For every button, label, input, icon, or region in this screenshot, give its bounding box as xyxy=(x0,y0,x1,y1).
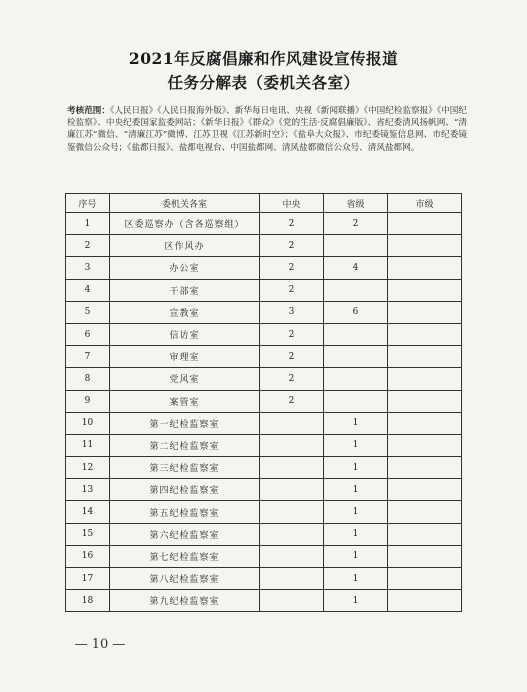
table-row xyxy=(66,501,462,523)
cell-index: 5 xyxy=(66,301,110,323)
cell-index: 11 xyxy=(66,434,110,456)
cell-municipal xyxy=(388,523,462,545)
cell-central: 2 xyxy=(260,323,324,345)
cell-municipal xyxy=(388,434,462,456)
cell-municipal xyxy=(388,412,462,434)
header-municipal: 市级 xyxy=(388,194,462,213)
table-row xyxy=(66,235,462,257)
cell-department: 第六纪检监察室 xyxy=(110,523,260,545)
scope-text: 《人民日报》《人民日报海外版》、新华每日电讯、央视《新闻联播》《中国纪检监察报》《中国纪检监察》、中央纪委国家监委网站；《新华日报》《群众》《党的生活·反腐倡廉版》、省纪委清风扬帆网、“清廉江苏”微信、“清廉江苏”微博、江苏卫视《江苏新时空》；《盐阜大众报》、市纪委镜鉴信息网、市纪委镜鉴微信公众号；《盐都日报》、盐都电视台、中国盐都网、清风盐都微信公众号、清风盐都网。 xyxy=(67,106,467,153)
cell-provincial: 6 xyxy=(324,301,388,323)
cell-index: 14 xyxy=(66,501,110,523)
cell-department: 信访室 xyxy=(110,323,260,345)
cell-municipal xyxy=(388,323,462,345)
cell-central xyxy=(260,501,324,523)
cell-provincial xyxy=(324,279,388,301)
cell-index: 15 xyxy=(66,523,110,545)
cell-central: 2 xyxy=(260,279,324,301)
cell-index: 10 xyxy=(66,412,110,434)
cell-index: 16 xyxy=(66,545,110,567)
header-provincial: 省级 xyxy=(324,194,388,213)
document-title: 2021年反腐倡廉和作风建设宣传报道 xyxy=(128,49,399,68)
cell-central: 2 xyxy=(260,368,324,390)
cell-department: 办公室 xyxy=(110,257,260,279)
cell-provincial xyxy=(324,390,388,412)
cell-index: 17 xyxy=(66,568,110,590)
cell-central: 2 xyxy=(260,257,324,279)
cell-department: 第二纪检监察室 xyxy=(110,434,260,456)
table-row xyxy=(66,479,462,501)
cell-municipal xyxy=(388,501,462,523)
document-subtitle: 任务分解表（委机关各室） xyxy=(167,73,360,92)
cell-central: 2 xyxy=(260,346,324,368)
cell-municipal xyxy=(388,301,462,323)
cell-municipal xyxy=(388,545,462,567)
table-row xyxy=(66,568,462,590)
cell-department: 第九纪检监察室 xyxy=(110,590,260,612)
cell-department: 审理室 xyxy=(110,346,260,368)
cell-municipal xyxy=(388,568,462,590)
cell-index: 13 xyxy=(66,479,110,501)
cell-central xyxy=(260,568,324,590)
cell-department: 区委巡察办（含各巡察组） xyxy=(110,213,260,235)
table-row xyxy=(66,257,462,279)
cell-central xyxy=(260,523,324,545)
page-number: — 10 — xyxy=(74,637,126,652)
cell-provincial: 1 xyxy=(324,568,388,590)
table-header-row xyxy=(66,194,462,213)
cell-department: 干部室 xyxy=(110,279,260,301)
cell-department: 区作风办 xyxy=(110,235,260,257)
table-row xyxy=(66,346,462,368)
cell-central xyxy=(260,412,324,434)
scope-label: 考核范围： xyxy=(67,106,111,116)
cell-provincial: 1 xyxy=(324,434,388,456)
cell-municipal xyxy=(388,257,462,279)
cell-central: 2 xyxy=(260,213,324,235)
cell-index: 7 xyxy=(66,346,110,368)
cell-provincial: 1 xyxy=(324,545,388,567)
cell-central xyxy=(260,457,324,479)
cell-index: 3 xyxy=(66,257,110,279)
cell-municipal xyxy=(388,390,462,412)
table-row xyxy=(66,323,462,345)
cell-municipal xyxy=(388,279,462,301)
cell-department: 第七纪检监察室 xyxy=(110,545,260,567)
cell-central xyxy=(260,545,324,567)
cell-department: 第三纪检监察室 xyxy=(110,457,260,479)
cell-index: 2 xyxy=(66,235,110,257)
cell-municipal xyxy=(388,590,462,612)
table-row xyxy=(66,213,462,235)
cell-department: 党风室 xyxy=(110,368,260,390)
cell-provincial xyxy=(324,368,388,390)
cell-provincial: 1 xyxy=(324,501,388,523)
cell-municipal xyxy=(388,368,462,390)
cell-department: 第五纪检监察室 xyxy=(110,501,260,523)
cell-department: 第一纪检监察室 xyxy=(110,412,260,434)
cell-provincial xyxy=(324,323,388,345)
cell-central: 2 xyxy=(260,390,324,412)
table-row xyxy=(66,368,462,390)
cell-index: 9 xyxy=(66,390,110,412)
cell-municipal xyxy=(388,457,462,479)
table-row xyxy=(66,279,462,301)
cell-index: 1 xyxy=(66,213,110,235)
cell-index: 8 xyxy=(66,368,110,390)
cell-municipal xyxy=(388,346,462,368)
cell-index: 6 xyxy=(66,323,110,345)
table-row xyxy=(66,545,462,567)
assessment-scope xyxy=(67,105,467,154)
cell-provincial: 2 xyxy=(324,213,388,235)
table-row xyxy=(66,523,462,545)
table-row xyxy=(66,390,462,412)
cell-provincial xyxy=(324,235,388,257)
cell-provincial: 1 xyxy=(324,412,388,434)
cell-index: 4 xyxy=(66,279,110,301)
task-table xyxy=(65,193,462,612)
cell-provincial: 1 xyxy=(324,523,388,545)
header-department: 委机关各室 xyxy=(110,194,260,213)
cell-municipal xyxy=(388,235,462,257)
cell-provincial: 1 xyxy=(324,479,388,501)
cell-index: 18 xyxy=(66,590,110,612)
table-row xyxy=(66,301,462,323)
cell-department: 案管室 xyxy=(110,390,260,412)
cell-central: 2 xyxy=(260,235,324,257)
header-index: 序号 xyxy=(66,194,110,213)
header-central: 中央 xyxy=(260,194,324,213)
cell-provincial xyxy=(324,346,388,368)
cell-provincial: 1 xyxy=(324,590,388,612)
cell-central xyxy=(260,479,324,501)
cell-department: 宣教室 xyxy=(110,301,260,323)
table-row xyxy=(66,457,462,479)
cell-municipal xyxy=(388,213,462,235)
cell-central: 3 xyxy=(260,301,324,323)
cell-central xyxy=(260,434,324,456)
cell-index: 12 xyxy=(66,457,110,479)
table-row xyxy=(66,434,462,456)
cell-provincial: 4 xyxy=(324,257,388,279)
table-row xyxy=(66,590,462,612)
table-row xyxy=(66,412,462,434)
cell-department: 第八纪检监察室 xyxy=(110,568,260,590)
cell-provincial: 1 xyxy=(324,457,388,479)
cell-department: 第四纪检监察室 xyxy=(110,479,260,501)
cell-municipal xyxy=(388,479,462,501)
cell-central xyxy=(260,590,324,612)
